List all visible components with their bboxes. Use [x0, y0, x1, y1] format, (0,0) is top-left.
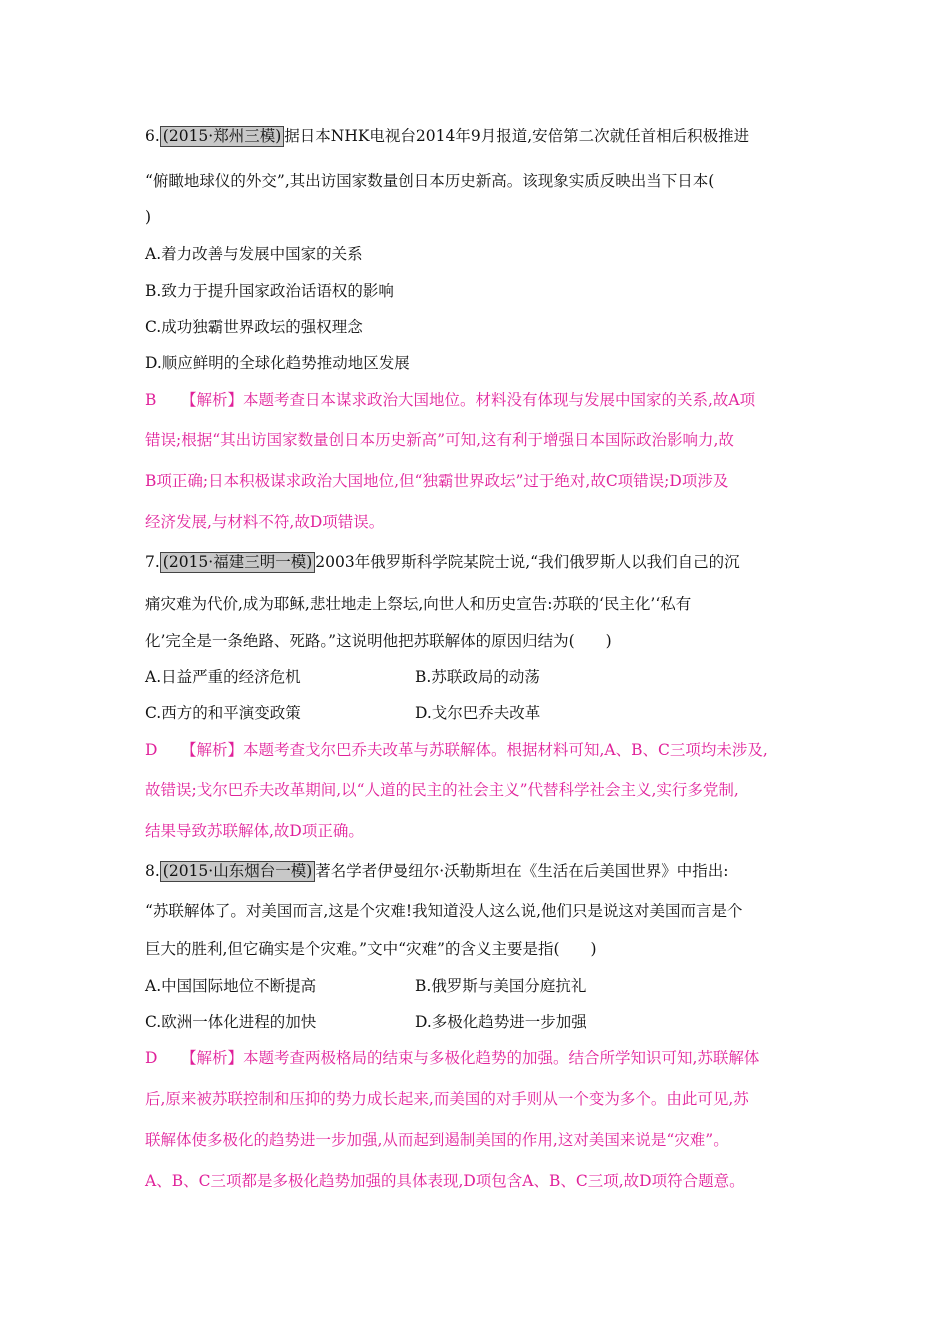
q7-analysis-line-2: 故错误;戈尔巴乔夫改革期间,以“人道的民主的社会主义”代替科学社会主义,实行多党制, — [145, 781, 739, 799]
q7-stem-line-2: 痛灾难为代价,成为耶稣,悲壮地走上祭坛,向世人和历史宣告:苏联的‘民主化’‘私有 — [145, 595, 692, 613]
q7-analysis-text: 【解析】本题考查戈尔巴乔夫改革与苏联解体。根据材料可知,A、B、C三项均未涉及, — [181, 741, 768, 759]
q8-analysis-line-4: A、B、C三项都是多极化趋势加强的具体表现,D项包含A、B、C三项,故D项符合题意。 — [145, 1172, 745, 1190]
q6-analysis-line-2: 错误;根据“其出访国家数量创日本历史新高”可知,这有利于增强日本国际政治影响力,故 — [145, 431, 734, 449]
q8-stem-text: 著名学者伊曼纽尔·沃勒斯坦在《生活在后美国世界》中指出: — [315, 862, 729, 880]
q6-stem-line-1 — [145, 125, 815, 147]
q7-options-row-2 — [145, 702, 815, 724]
q8-option-a: A.中国国际地位不断提高 — [145, 977, 317, 995]
q8-stem-line-1 — [145, 860, 815, 882]
q8-analysis-line-3: 联解体使多极化的趋势进一步加强,从而起到遏制美国的作用,这对美国来说是“灾难”。 — [145, 1131, 729, 1149]
q7-option-c: C.西方的和平演变政策 — [145, 704, 301, 722]
q8-answer: D — [145, 1049, 158, 1067]
q7-options-row-1 — [145, 666, 815, 688]
q6-option-b: B.致力于提升国家政治话语权的影响 — [145, 282, 394, 300]
q8-number: 8. — [145, 862, 160, 880]
q7-answer: D — [145, 741, 158, 759]
q6-source-tag: (2015·郑州三模) — [160, 126, 284, 147]
q7-stem-line-1 — [145, 551, 815, 573]
q6-analysis-line-3: B项正确;日本积极谋求政治大国地位,但“独霸世界政坛”过于绝对,故C项错误;D项涉及 — [145, 472, 729, 490]
q8-stem-line-3: 巨大的胜利,但它确实是个灾难。”文中“灾难”的含义主要是指( ) — [145, 940, 597, 958]
q8-stem-line-2: “苏联解体了。对美国而言,这是个灾难!我知道没人这么说,他们只是说这对美国而言是个 — [145, 902, 743, 920]
q7-option-d: D.戈尔巴乔夫改革 — [415, 704, 541, 722]
q8-analysis-text: 【解析】本题考查两极格局的结束与多极化趋势的加强。结合所学知识可知,苏联解体 — [181, 1049, 760, 1067]
q7-source-tag: (2015·福建三明一模) — [160, 552, 315, 573]
q8-analysis-line-2: 后,原来被苏联控制和压抑的势力成长起来,而美国的对手则从一个变为多个。由此可见,苏 — [145, 1090, 749, 1108]
q6-answer: B — [145, 391, 157, 409]
q8-option-c: C.欧洲一体化进程的加快 — [145, 1013, 317, 1031]
q8-options-row-2 — [145, 1011, 815, 1033]
q7-option-a: A.日益严重的经济危机 — [145, 668, 301, 686]
q8-source-tag: (2015·山东烟台一模) — [160, 861, 315, 882]
q6-stem-line-3: ) — [145, 208, 152, 226]
q6-stem-line-2: “俯瞰地球仪的外交”,其出访国家数量创日本历史新高。该现象实质反映出当下日本( — [145, 172, 715, 190]
q7-analysis-line-1 — [145, 739, 815, 761]
q6-analysis-text: 【解析】本题考查日本谋求政治大国地位。材料没有体现与发展中国家的关系,故A项 — [181, 391, 756, 409]
q7-option-b: B.苏联政局的动荡 — [415, 668, 540, 686]
q6-option-d: D.顺应鲜明的全球化趋势推动地区发展 — [145, 354, 410, 372]
q6-analysis-line-4: 经济发展,与材料不符,故D项错误。 — [145, 513, 385, 531]
q8-analysis-line-1 — [145, 1047, 815, 1069]
q7-number: 7. — [145, 553, 160, 571]
q6-stem-text: 据日本NHK电视台2014年9月报道,安倍第二次就任首相后积极推进 — [284, 127, 750, 145]
q7-analysis-line-3: 结果导致苏联解体,故D项正确。 — [145, 822, 364, 840]
q7-stem-text: 2003年俄罗斯科学院某院士说,“我们俄罗斯人以我们自己的沉 — [315, 553, 740, 571]
q8-option-d: D.多极化趋势进一步加强 — [415, 1013, 587, 1031]
q6-number: 6. — [145, 127, 160, 145]
q7-stem-line-3: 化’完全是一条绝路、死路。”这说明他把苏联解体的原因归结为( ) — [145, 632, 612, 650]
q6-analysis-line-1 — [145, 389, 815, 411]
q6-option-a: A.着力改善与发展中国家的关系 — [145, 245, 363, 263]
q8-options-row-1 — [145, 975, 815, 997]
q8-option-b: B.俄罗斯与美国分庭抗礼 — [415, 977, 587, 995]
q6-option-c: C.成功独霸世界政坛的强权理念 — [145, 318, 363, 336]
